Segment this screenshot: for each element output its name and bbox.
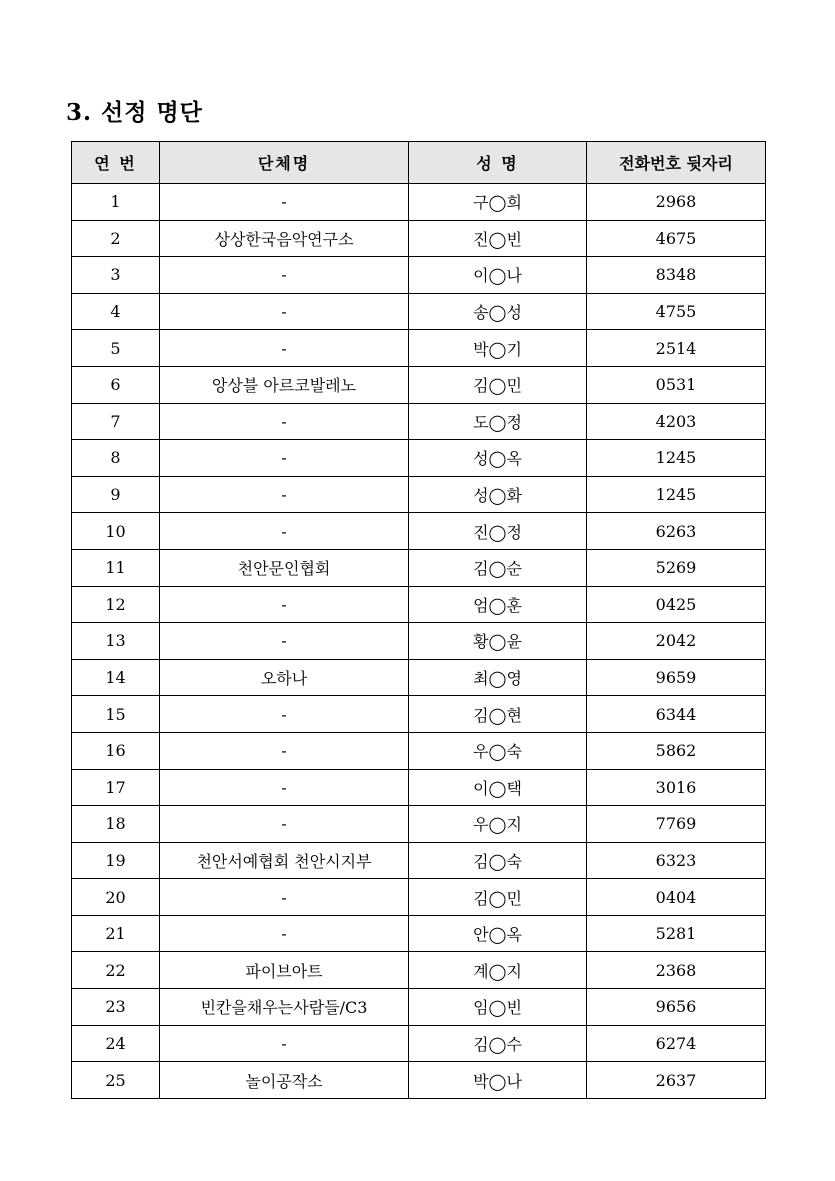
cell-serial-number: 8	[72, 440, 160, 477]
cell-name: 김◯순	[409, 549, 587, 586]
cell-organization: -	[160, 879, 409, 916]
cell-serial-number: 18	[72, 806, 160, 843]
section-title: 3. 선정 명단	[66, 99, 203, 126]
cell-organization: -	[160, 184, 409, 221]
table-row	[72, 952, 766, 989]
cell-phone-last-digits: 0531	[587, 366, 766, 403]
table-row	[72, 549, 766, 586]
cell-organization: 천안문인협회	[160, 549, 409, 586]
cell-phone-last-digits: 1245	[587, 476, 766, 513]
cell-name: 도◯정	[409, 403, 587, 440]
cell-serial-number: 9	[72, 476, 160, 513]
cell-name: 이◯나	[409, 257, 587, 294]
table-row	[72, 842, 766, 879]
cell-organization: -	[160, 293, 409, 330]
table-row	[72, 476, 766, 513]
cell-phone-last-digits: 4755	[587, 293, 766, 330]
cell-phone-last-digits: 5862	[587, 732, 766, 769]
cell-name: 김◯숙	[409, 842, 587, 879]
table-row	[72, 366, 766, 403]
cell-name: 진◯빈	[409, 220, 587, 257]
cell-organization: 파이브아트	[160, 952, 409, 989]
cell-phone-last-digits: 0404	[587, 879, 766, 916]
cell-name: 최◯영	[409, 659, 587, 696]
cell-serial-number: 16	[72, 732, 160, 769]
header-serial-number: 연 번	[72, 142, 160, 184]
cell-organization: -	[160, 440, 409, 477]
cell-phone-last-digits: 5269	[587, 549, 766, 586]
cell-name: 김◯민	[409, 366, 587, 403]
table-row	[72, 915, 766, 952]
table-row	[72, 989, 766, 1026]
cell-phone-last-digits: 6344	[587, 696, 766, 733]
cell-organization: -	[160, 696, 409, 733]
cell-phone-last-digits: 6263	[587, 513, 766, 550]
cell-organization: -	[160, 330, 409, 367]
cell-name: 진◯정	[409, 513, 587, 550]
cell-name: 성◯옥	[409, 440, 587, 477]
cell-phone-last-digits: 1245	[587, 440, 766, 477]
cell-organization: -	[160, 476, 409, 513]
cell-name: 우◯지	[409, 806, 587, 843]
cell-name: 박◯기	[409, 330, 587, 367]
cell-organization: -	[160, 915, 409, 952]
cell-serial-number: 14	[72, 659, 160, 696]
cell-organization: -	[160, 513, 409, 550]
cell-phone-last-digits: 2368	[587, 952, 766, 989]
cell-name: 김◯현	[409, 696, 587, 733]
cell-organization: -	[160, 586, 409, 623]
table-row	[72, 403, 766, 440]
cell-phone-last-digits: 6323	[587, 842, 766, 879]
cell-phone-last-digits: 2514	[587, 330, 766, 367]
cell-name: 성◯화	[409, 476, 587, 513]
cell-name: 안◯옥	[409, 915, 587, 952]
cell-name: 김◯수	[409, 1025, 587, 1062]
cell-name: 송◯성	[409, 293, 587, 330]
header-phone-last-digits: 전화번호 뒷자리	[587, 142, 766, 184]
cell-serial-number: 21	[72, 915, 160, 952]
cell-organization: -	[160, 806, 409, 843]
cell-organization: 빈칸을채우는사람들/C3	[160, 989, 409, 1026]
table-row	[72, 330, 766, 367]
table-row	[72, 586, 766, 623]
table-row	[72, 440, 766, 477]
cell-name: 이◯택	[409, 769, 587, 806]
cell-serial-number: 13	[72, 623, 160, 660]
table-row	[72, 1025, 766, 1062]
cell-serial-number: 12	[72, 586, 160, 623]
table-row	[72, 806, 766, 843]
header-name: 성 명	[409, 142, 587, 184]
cell-serial-number: 22	[72, 952, 160, 989]
table-body	[72, 184, 766, 1099]
table-row	[72, 769, 766, 806]
cell-organization: 오하나	[160, 659, 409, 696]
cell-phone-last-digits: 6274	[587, 1025, 766, 1062]
cell-phone-last-digits: 2042	[587, 623, 766, 660]
cell-serial-number: 1	[72, 184, 160, 221]
table-row	[72, 184, 766, 221]
cell-organization: -	[160, 403, 409, 440]
table-row	[72, 293, 766, 330]
cell-phone-last-digits: 8348	[587, 257, 766, 294]
cell-serial-number: 23	[72, 989, 160, 1026]
table-row	[72, 513, 766, 550]
cell-serial-number: 25	[72, 1062, 160, 1099]
cell-serial-number: 20	[72, 879, 160, 916]
cell-phone-last-digits: 4203	[587, 403, 766, 440]
selection-roster-table	[71, 141, 766, 1099]
table-row	[72, 732, 766, 769]
cell-phone-last-digits: 2637	[587, 1062, 766, 1099]
cell-phone-last-digits: 0425	[587, 586, 766, 623]
cell-phone-last-digits: 2968	[587, 184, 766, 221]
cell-serial-number: 17	[72, 769, 160, 806]
cell-serial-number: 10	[72, 513, 160, 550]
cell-name: 계◯지	[409, 952, 587, 989]
cell-serial-number: 15	[72, 696, 160, 733]
cell-organization: 놀이공작소	[160, 1062, 409, 1099]
cell-phone-last-digits: 4675	[587, 220, 766, 257]
cell-phone-last-digits: 9656	[587, 989, 766, 1026]
cell-serial-number: 3	[72, 257, 160, 294]
cell-organization: -	[160, 257, 409, 294]
cell-phone-last-digits: 7769	[587, 806, 766, 843]
table-row	[72, 696, 766, 733]
cell-serial-number: 7	[72, 403, 160, 440]
table-row	[72, 257, 766, 294]
cell-organization: -	[160, 732, 409, 769]
cell-organization: 상상한국음악연구소	[160, 220, 409, 257]
cell-name: 구◯희	[409, 184, 587, 221]
cell-name: 엄◯훈	[409, 586, 587, 623]
cell-name: 임◯빈	[409, 989, 587, 1026]
cell-serial-number: 11	[72, 549, 160, 586]
cell-phone-last-digits: 9659	[587, 659, 766, 696]
cell-serial-number: 5	[72, 330, 160, 367]
cell-serial-number: 2	[72, 220, 160, 257]
cell-organization: 앙상블 아르코발레노	[160, 366, 409, 403]
cell-organization: -	[160, 1025, 409, 1062]
cell-serial-number: 19	[72, 842, 160, 879]
table-row	[72, 879, 766, 916]
table-row	[72, 623, 766, 660]
cell-organization: -	[160, 769, 409, 806]
cell-phone-last-digits: 5281	[587, 915, 766, 952]
cell-name: 우◯숙	[409, 732, 587, 769]
cell-name: 김◯민	[409, 879, 587, 916]
cell-serial-number: 6	[72, 366, 160, 403]
cell-serial-number: 24	[72, 1025, 160, 1062]
table-row	[72, 1062, 766, 1099]
table-row	[72, 220, 766, 257]
cell-organization: 천안서예협회 천안시지부	[160, 842, 409, 879]
cell-phone-last-digits: 3016	[587, 769, 766, 806]
cell-name: 박◯나	[409, 1062, 587, 1099]
cell-serial-number: 4	[72, 293, 160, 330]
cell-organization: -	[160, 623, 409, 660]
table-header-row	[72, 142, 766, 184]
cell-name: 황◯윤	[409, 623, 587, 660]
table-row	[72, 659, 766, 696]
header-organization: 단체명	[160, 142, 409, 184]
